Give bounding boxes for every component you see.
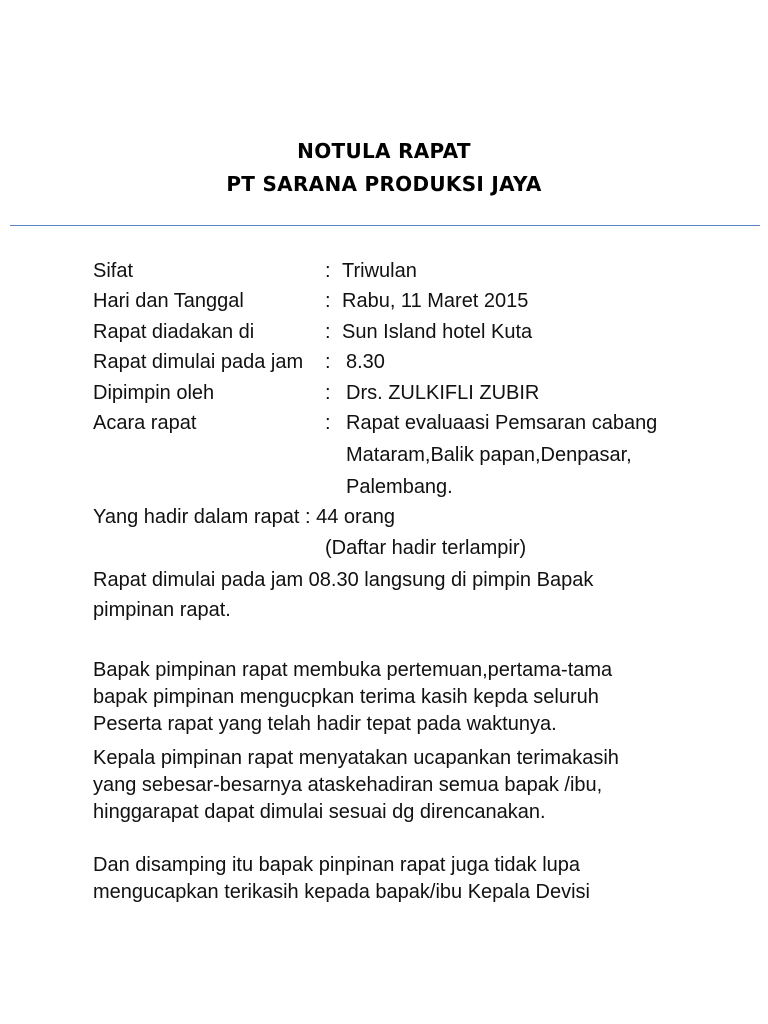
- paragraph-line: Peserta rapat yang telah hadir tepat pada waktunya.: [93, 713, 557, 735]
- field-value: Rapat evaluaasi Pemsaran cabang: [346, 412, 658, 434]
- paragraph-line: mengucapkan terikasih kepada bapak/ibu Kepala Devisi: [93, 881, 590, 903]
- field-label: Hari dan Tanggal: [93, 290, 244, 312]
- paragraph-welcome: [93, 657, 703, 738]
- paragraph-line: Kepala pimpinan rapat menyatakan ucapankan terimakasih: [93, 747, 619, 769]
- field-label: Yang hadir dalam rapat : 44 orang: [93, 506, 396, 528]
- field-label: Acara rapat: [93, 412, 197, 434]
- field-value: Drs. ZULKIFLI ZUBIR: [346, 382, 540, 404]
- paragraph-opening: [93, 565, 703, 625]
- paragraph-division-heads: [93, 852, 703, 906]
- company-name: PT SARANA PRODUKSI JAYA: [226, 172, 542, 196]
- paragraph-line: yang sebesar-besarnya ataskehadiran semua bapak /ibu,: [93, 774, 603, 796]
- paragraph-line: Dan disamping itu bapak pinpinan rapat juga tidak lupa: [93, 854, 581, 876]
- paragraph-line: Rapat dimulai pada jam 08.30 langsung di pimpin Bapak: [93, 569, 594, 591]
- field-label: Rapat diadakan di: [93, 321, 255, 343]
- document-title: NOTULA RAPAT: [297, 139, 471, 163]
- field-separator: :: [325, 290, 331, 312]
- field-separator: :: [325, 321, 331, 343]
- paragraph-line: Bapak pimpinan rapat membuka pertemuan,pertama-tama: [93, 659, 613, 681]
- field-separator: :: [325, 412, 331, 434]
- paragraph-thanks: [93, 745, 703, 826]
- field-value: Rabu, 11 Maret 2015: [342, 290, 529, 312]
- paragraph-line: bapak pimpinan mengucpkan terima kasih kepda seluruh: [93, 686, 599, 708]
- header-divider: [10, 225, 760, 226]
- field-label: Sifat: [93, 260, 134, 282]
- field-value: Palembang.: [346, 476, 453, 498]
- field-value: Mataram,Balik papan,Denpasar,: [346, 444, 632, 466]
- field-value: 8.30: [346, 351, 385, 373]
- field-separator: :: [325, 351, 331, 373]
- field-label: Dipimpin oleh: [93, 382, 215, 404]
- field-value: Triwulan: [342, 260, 417, 282]
- field-separator: :: [325, 260, 331, 282]
- field-note: (Daftar hadir terlampir): [325, 537, 527, 559]
- field-value: Sun Island hotel Kuta: [342, 321, 533, 343]
- field-separator: :: [325, 382, 331, 404]
- paragraph-line: hinggarapat dapat dimulai sesuai dg direncanakan.: [93, 801, 546, 823]
- field-label: Rapat dimulai pada jam: [93, 351, 304, 373]
- paragraph-line: pimpinan rapat.: [93, 599, 231, 621]
